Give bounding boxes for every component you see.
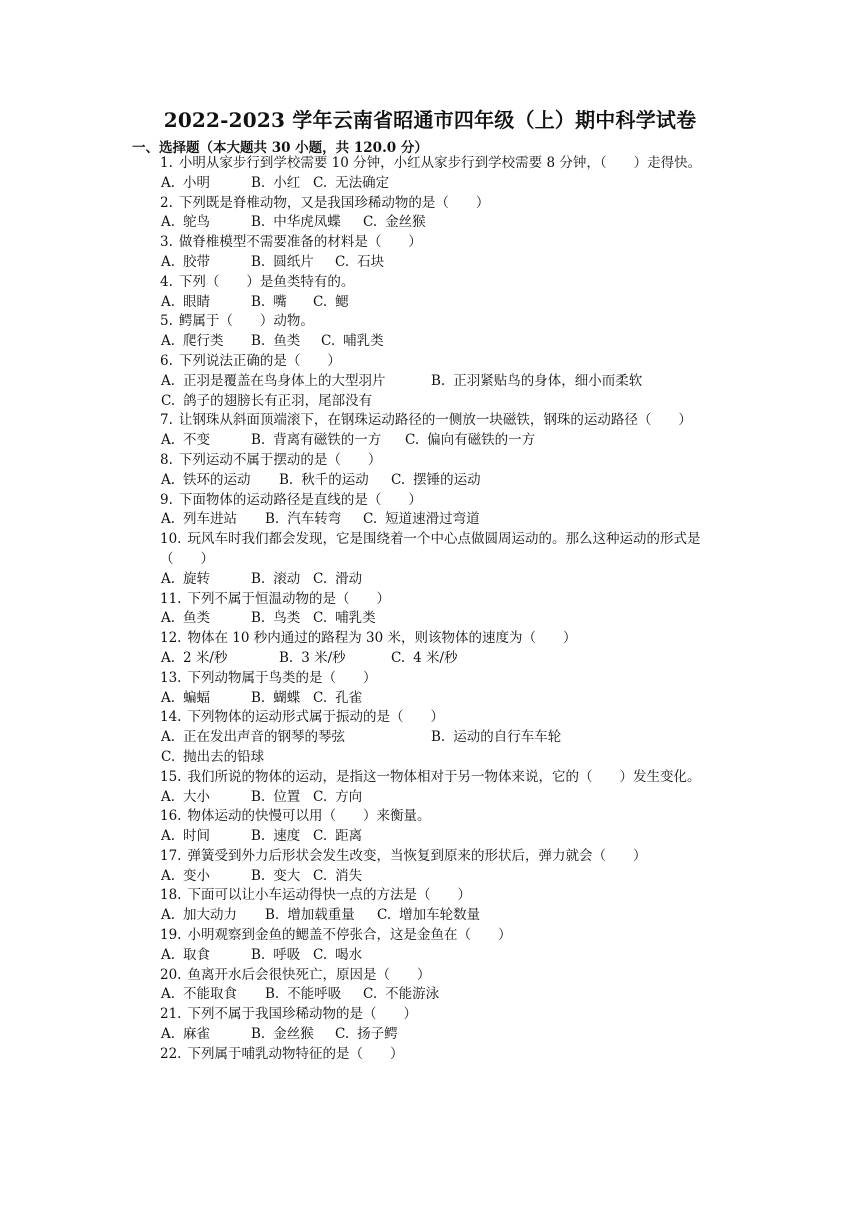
option-letter: A. (161, 174, 176, 191)
option-letter: A. (161, 907, 176, 924)
option-text: 蝙蝠 (183, 689, 211, 706)
question-number: 16. (160, 808, 182, 825)
question-text: 物体在 10 秒内通过的路程为 30 米，则该物体的速度为（ ） (187, 630, 577, 647)
option-text: 摆锤的运动 (413, 471, 481, 488)
option-letter: A. (161, 729, 176, 746)
question-item (160, 411, 740, 451)
option-text: 距离 (335, 828, 363, 845)
question-text: 鳄属于（ ）动物。 (178, 313, 314, 330)
question-text: 下面物体的运动路径是直线的是（ ） (178, 491, 422, 508)
question-number: 17. (160, 847, 182, 864)
option-letter: B. (265, 511, 280, 528)
question-text: 小明观察到金鱼的鳃盖不停张合，这是金鱼在（ ） (187, 927, 512, 944)
option-letter: C. (313, 570, 328, 587)
option-text: 小红 (273, 174, 301, 191)
answer-option[interactable] (161, 906, 237, 926)
option-letter: B. (251, 946, 266, 963)
question-stem (160, 273, 740, 293)
question-text: 我们所说的物体的运动，是指这一物体相对于另一物体来说，它的（ ）发生变化。 (187, 768, 701, 785)
option-letter: C. (313, 689, 328, 706)
option-letter: B. (265, 986, 280, 1003)
option-text: 鸟类 (273, 610, 301, 627)
option-text: 4 米/秒 (413, 649, 458, 666)
answer-option[interactable] (431, 728, 561, 748)
question-number: 15. (160, 768, 182, 785)
question-stem (160, 807, 740, 827)
question-stem (160, 886, 740, 906)
question-text: 小明从家步行到学校需要 10 分钟，小红从家步行到学校需要 8 分钟，（ ）走得快。 (178, 155, 702, 171)
option-letter: A. (161, 432, 176, 449)
option-text: 正羽是覆盖在鸟身体上的大型羽片 (183, 372, 386, 389)
option-text: 无法确定 (335, 174, 390, 191)
answer-option[interactable] (161, 213, 210, 233)
option-text: 扬子鳄 (357, 1026, 398, 1043)
option-letter: A. (161, 986, 176, 1003)
option-text: 哺乳类 (343, 333, 384, 350)
answer-option[interactable] (161, 788, 210, 808)
option-text: 哺乳类 (335, 610, 376, 627)
option-text: 2 米/秒 (183, 649, 228, 666)
option-letter: A. (161, 1026, 176, 1043)
option-letter: C. (161, 748, 176, 765)
answer-option[interactable] (161, 570, 210, 590)
option-letter: C. (313, 946, 328, 963)
question-stem (160, 1005, 740, 1025)
answer-option[interactable] (251, 827, 300, 847)
question-text: 下列（ ）是鱼类特有的。 (178, 273, 355, 290)
option-letter: A. (161, 788, 176, 805)
question-item (160, 669, 740, 709)
answer-option[interactable] (161, 431, 210, 451)
option-letter: C. (313, 174, 328, 191)
option-text: 金丝猴 (385, 214, 426, 231)
option-letter: B. (251, 570, 266, 587)
question-number: 7. (160, 412, 173, 429)
question-number: 4. (160, 273, 173, 290)
option-letter: A. (161, 471, 176, 488)
question-stem (160, 194, 740, 214)
answer-option[interactable] (161, 728, 345, 748)
option-text: 爬行类 (183, 333, 224, 350)
question-item (160, 352, 740, 411)
answer-option[interactable] (431, 372, 642, 392)
option-text: 麻雀 (183, 1026, 211, 1043)
option-text: 加大动力 (183, 907, 238, 924)
option-text: 正羽紧贴鸟的身体，细小而柔软 (453, 372, 643, 389)
question-list (160, 154, 740, 1065)
answer-option[interactable] (313, 946, 362, 966)
question-text: 下列动物属于鸟类的是（ ） (187, 669, 377, 686)
question-stem (160, 411, 740, 431)
answer-option[interactable] (251, 946, 300, 966)
question-stem (160, 629, 740, 649)
answer-option[interactable] (313, 788, 362, 808)
option-letter: C. (335, 1026, 350, 1043)
question-item (160, 312, 740, 352)
option-letter: B. (431, 372, 446, 389)
question-text: 下列既是脊椎动物，又是我国珍稀动物的是（ ） (178, 194, 490, 211)
question-text: 弹簧受到外力后形状会发生改变，当恢复到原来的形状后，弹力就会（ ） (187, 847, 647, 864)
answer-option[interactable] (377, 906, 480, 926)
answer-option[interactable] (161, 293, 210, 313)
option-text: 滑动 (335, 570, 363, 587)
question-stem (160, 312, 740, 332)
option-text: 旋转 (183, 570, 211, 587)
question-stem (160, 768, 740, 788)
section-heading: 一、选择题（本大题共 30 小题，共 120.0 分） (132, 140, 428, 156)
answer-option[interactable] (251, 332, 300, 352)
answer-option[interactable] (161, 609, 210, 629)
question-number: 19. (160, 927, 182, 944)
option-text: 铁环的运动 (183, 471, 251, 488)
answer-option[interactable] (161, 985, 237, 1005)
option-letter: C. (363, 214, 378, 231)
option-text: 小明 (183, 174, 211, 191)
answer-option[interactable] (161, 827, 210, 847)
question-number: 21. (160, 1006, 182, 1023)
question-item (160, 847, 740, 887)
option-letter: C. (313, 293, 328, 310)
option-letter: B. (431, 729, 446, 746)
answer-option[interactable] (161, 748, 264, 768)
answer-option[interactable] (363, 213, 426, 233)
option-text: 背离有磁铁的一方 (273, 432, 382, 449)
question-item (160, 1005, 740, 1045)
option-text: 方向 (335, 788, 363, 805)
option-letter: A. (161, 689, 176, 706)
option-letter: A. (161, 649, 176, 666)
option-letter: A. (161, 511, 176, 528)
question-item (160, 530, 740, 589)
question-stem (160, 451, 740, 471)
question-text: 让钢珠从斜面顶端滚下，在钢珠运动路径的一侧放一块磁铁，钢珠的运动路径（ ） (178, 412, 692, 429)
question-item (160, 807, 740, 847)
option-letter: B. (279, 471, 294, 488)
option-letter: A. (161, 946, 176, 963)
option-text: 不能取食 (183, 986, 238, 1003)
option-letter: C. (161, 392, 176, 409)
option-text: 运动的自行车车轮 (453, 729, 562, 746)
question-number: 11. (160, 590, 182, 607)
answer-option[interactable] (391, 471, 481, 491)
option-text: 时间 (183, 828, 211, 845)
question-text: 下列物体的运动形式属于振动的是（ ） (187, 709, 444, 726)
question-number: 1. (160, 155, 173, 171)
option-text: 增加载重量 (287, 907, 355, 924)
question-item (160, 233, 740, 273)
answer-option[interactable] (251, 253, 314, 273)
answer-option[interactable] (161, 510, 237, 530)
answer-option[interactable] (279, 649, 346, 669)
option-letter: C. (391, 649, 406, 666)
answer-option[interactable] (265, 510, 341, 530)
question-number: 8. (160, 451, 173, 468)
answer-option[interactable] (265, 985, 341, 1005)
question-item (160, 629, 740, 669)
answer-option[interactable] (161, 174, 210, 194)
option-letter: A. (161, 293, 176, 310)
option-letter: A. (161, 570, 176, 587)
question-text: 下列运动不属于摆动的是（ ） (178, 451, 382, 468)
option-letter: B. (251, 867, 266, 884)
option-text: 变大 (273, 867, 301, 884)
option-letter: A. (161, 372, 176, 389)
option-text: 中华虎凤蝶 (273, 214, 341, 231)
question-item (160, 273, 740, 313)
question-stem (160, 847, 740, 867)
answer-option[interactable] (161, 372, 386, 392)
answer-option[interactable] (161, 649, 227, 669)
option-text: 取食 (183, 946, 211, 963)
answer-option[interactable] (251, 213, 341, 233)
option-letter: B. (251, 788, 266, 805)
answer-option[interactable] (313, 570, 362, 590)
answer-option[interactable] (321, 332, 384, 352)
option-text: 鸽子的翅膀长有正羽，尾部没有 (183, 392, 373, 409)
question-number: 6. (160, 352, 173, 369)
option-text: 滚动 (273, 570, 301, 587)
answer-option[interactable] (251, 431, 381, 451)
option-letter: C. (377, 907, 392, 924)
question-number: 2. (160, 194, 173, 211)
option-letter: B. (279, 649, 294, 666)
answer-option[interactable] (161, 689, 210, 709)
question-number: 14. (160, 709, 182, 726)
question-stem (160, 530, 740, 570)
option-text: 圆纸片 (273, 253, 314, 270)
option-text: 短道速滑过弯道 (385, 511, 480, 528)
question-stem (160, 708, 740, 728)
option-text: 喝水 (335, 946, 363, 963)
answer-option[interactable] (251, 1025, 314, 1045)
answer-option[interactable] (391, 649, 458, 669)
answer-option[interactable] (251, 293, 287, 313)
answer-option[interactable] (161, 471, 251, 491)
option-text: 不变 (183, 432, 211, 449)
option-letter: B. (251, 828, 266, 845)
answer-option[interactable] (265, 906, 355, 926)
option-letter: B. (251, 432, 266, 449)
option-letter: C. (363, 511, 378, 528)
option-letter: C. (313, 867, 328, 884)
option-text: 鳃 (335, 293, 349, 310)
answer-option[interactable] (313, 689, 362, 709)
option-letter: C. (313, 828, 328, 845)
question-item (160, 154, 740, 194)
option-text: 位置 (273, 788, 301, 805)
answer-option[interactable] (161, 253, 210, 273)
option-letter: B. (265, 907, 280, 924)
answer-option[interactable] (251, 174, 300, 194)
option-text: 不能游泳 (385, 986, 440, 1003)
option-letter: A. (161, 828, 176, 845)
option-text: 不能呼吸 (287, 986, 342, 1003)
answer-option[interactable] (251, 570, 300, 590)
option-letter: C. (363, 986, 378, 1003)
question-stem (160, 491, 740, 511)
answer-option[interactable] (161, 867, 210, 887)
question-number: 5. (160, 313, 173, 330)
page-title: 2022-2023 学年云南省昭通市四年级（上）期中科学试卷 (163, 108, 697, 132)
option-text: 鱼类 (273, 333, 301, 350)
answer-option[interactable] (313, 867, 362, 887)
answer-option[interactable] (161, 946, 210, 966)
option-letter: B. (251, 253, 266, 270)
question-stem (160, 966, 740, 986)
option-letter: A. (161, 610, 176, 627)
option-text: 列车进站 (183, 511, 238, 528)
question-number: 3. (160, 234, 173, 251)
option-letter: C. (321, 333, 336, 350)
option-text: 增加车轮数量 (399, 907, 481, 924)
option-text: 3 米/秒 (301, 649, 346, 666)
option-text: 胶带 (183, 253, 211, 270)
option-text: 秋千的运动 (301, 471, 369, 488)
option-text: 金丝猴 (273, 1026, 314, 1043)
question-text: 物体运动的快慢可以用（ ）来衡量。 (187, 808, 431, 825)
question-item (160, 1045, 740, 1065)
option-letter: C. (335, 253, 350, 270)
question-text: 下列不属于我国珍稀动物的是（ ） (187, 1006, 417, 1023)
answer-option[interactable] (251, 788, 300, 808)
option-letter: A. (161, 867, 176, 884)
option-letter: C. (391, 471, 406, 488)
option-text: 鱼类 (183, 610, 211, 627)
question-number: 9. (160, 491, 173, 508)
option-text: 偏向有磁铁的一方 (427, 432, 536, 449)
question-text: 下列说法正确的是（ ） (178, 352, 341, 369)
answer-option[interactable] (251, 609, 300, 629)
question-stem (160, 926, 740, 946)
question-item (160, 966, 740, 1006)
question-stem (160, 590, 740, 610)
option-text: 消失 (335, 867, 363, 884)
question-number: 10. (160, 531, 182, 548)
option-text: 大小 (183, 788, 211, 805)
option-text: 呼吸 (273, 946, 301, 963)
answer-option[interactable] (363, 510, 480, 530)
question-item (160, 194, 740, 234)
option-text: 孔雀 (335, 689, 363, 706)
question-stem (160, 1045, 740, 1065)
question-item (160, 926, 740, 966)
option-text: 抛出去的铅球 (183, 748, 265, 765)
option-text: 鸵鸟 (183, 214, 211, 231)
question-item (160, 708, 740, 767)
answer-option[interactable] (161, 392, 372, 412)
question-number: 12. (160, 630, 182, 647)
question-stem (160, 669, 740, 689)
answer-option[interactable] (313, 174, 389, 194)
question-item (160, 768, 740, 808)
question-stem (160, 352, 740, 372)
answer-option[interactable] (161, 332, 224, 352)
option-text: 蝴蝶 (273, 689, 301, 706)
answer-option[interactable] (279, 471, 369, 491)
option-letter: A. (161, 333, 176, 350)
question-stem (160, 154, 740, 174)
option-letter: B. (251, 214, 266, 231)
question-item (160, 886, 740, 926)
answer-option[interactable] (313, 827, 362, 847)
option-text: 石块 (357, 253, 385, 270)
question-stem (160, 233, 740, 253)
question-number: 20. (160, 966, 182, 983)
option-text: 眼睛 (183, 293, 211, 310)
option-letter: B. (251, 1026, 266, 1043)
question-item (160, 590, 740, 630)
question-text: 玩风车时我们都会发现，它是围绕着一个中心点做圆周运动的。那么这种运动的形式是（ ） (160, 531, 701, 567)
option-text: 速度 (273, 828, 301, 845)
answer-option[interactable] (363, 985, 439, 1005)
question-text: 下列属于哺乳动物特征的是（ ） (187, 1045, 404, 1062)
option-letter: A. (161, 214, 176, 231)
question-text: 下列不属于恒温动物的是（ ） (187, 590, 390, 607)
option-text: 变小 (183, 867, 211, 884)
option-letter: B. (251, 293, 266, 310)
option-letter: C. (313, 610, 328, 627)
question-number: 18. (160, 887, 182, 904)
question-text: 下面可以让小车运动得快一点的方法是（ ） (187, 887, 471, 904)
option-text: 汽车转弯 (287, 511, 342, 528)
question-number: 22. (160, 1045, 182, 1062)
answer-option[interactable] (335, 1025, 398, 1045)
answer-option[interactable] (313, 609, 376, 629)
answer-option[interactable] (251, 867, 300, 887)
question-text: 鱼离开水后会很快死亡，原因是（ ） (187, 966, 431, 983)
option-letter: B. (251, 689, 266, 706)
option-letter: C. (313, 788, 328, 805)
question-item (160, 451, 740, 491)
option-letter: B. (251, 333, 266, 350)
option-letter: B. (251, 610, 266, 627)
answer-option[interactable] (161, 1025, 210, 1045)
answer-option[interactable] (405, 431, 535, 451)
option-letter: A. (161, 253, 176, 270)
answer-option[interactable] (251, 689, 300, 709)
option-letter: B. (251, 174, 266, 191)
question-number: 13. (160, 669, 182, 686)
question-item (160, 491, 740, 531)
answer-option[interactable] (313, 293, 349, 313)
option-text: 嘴 (273, 293, 287, 310)
option-letter: C. (405, 432, 420, 449)
option-text: 正在发出声音的钢琴的琴弦 (183, 729, 346, 746)
question-text: 做脊椎模型不需要准备的材料是（ ） (178, 234, 422, 251)
answer-option[interactable] (335, 253, 384, 273)
